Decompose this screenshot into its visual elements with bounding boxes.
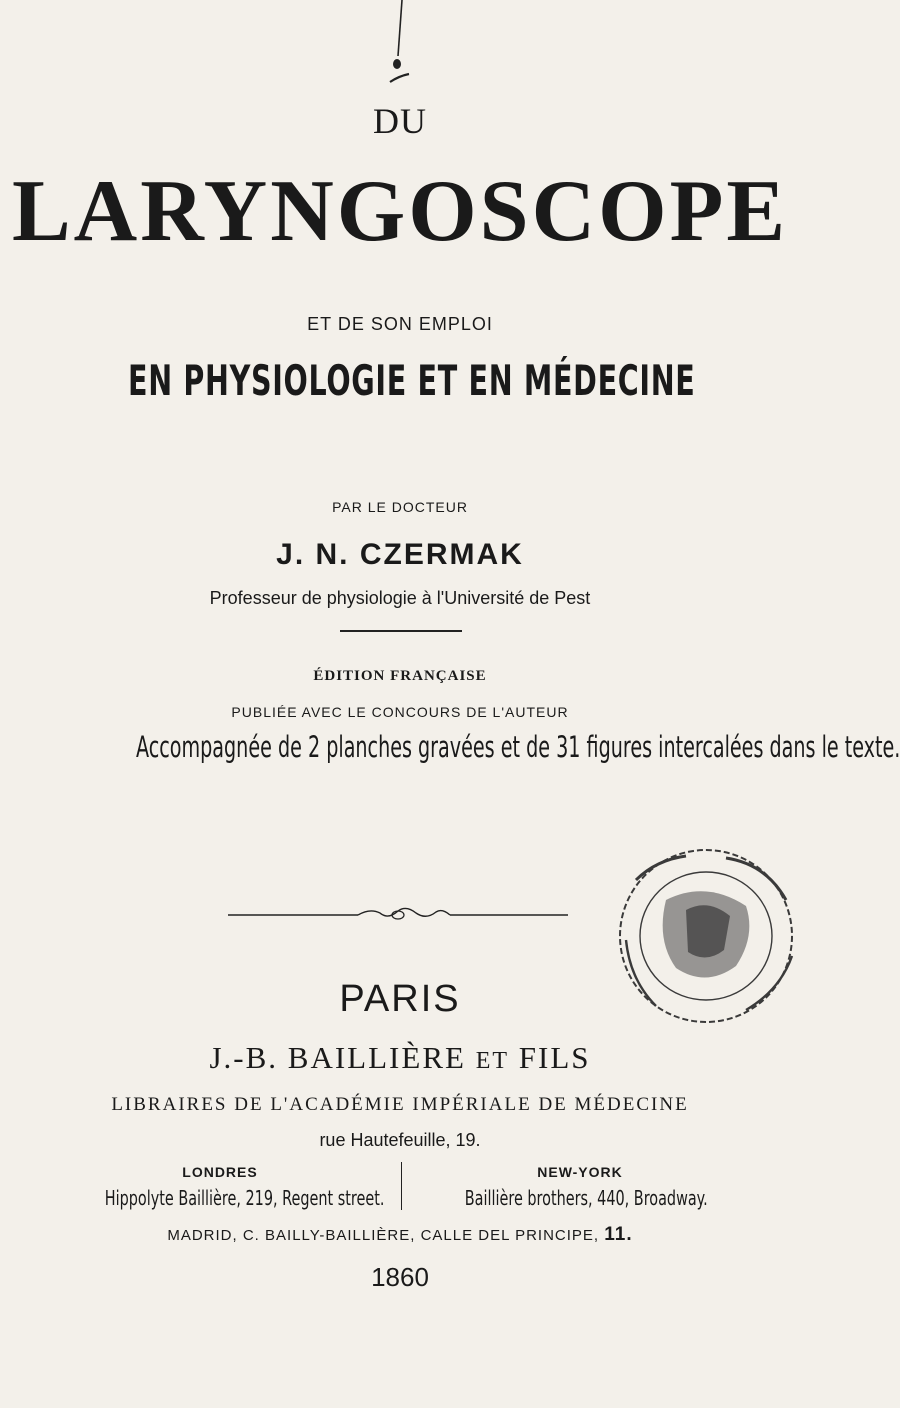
- publisher-fils: FILS: [518, 1040, 591, 1075]
- divider-rule: [340, 630, 462, 632]
- publisher-et: ET: [475, 1048, 510, 1074]
- title-preposition: DU: [373, 101, 427, 141]
- published-with: PUBLIÉE AVEC LE CONCOURS DE L'AUTEUR: [231, 704, 569, 720]
- edition-label: ÉDITION FRANÇAISE: [313, 668, 487, 684]
- field-title: EN PHYSIOLOGIE ET EN MÉDECINE: [128, 356, 696, 405]
- pen-mark-icon: [385, 0, 415, 86]
- publication-year: 1860: [371, 1262, 429, 1292]
- branch-address: Hippolyte Baillière, 219, Regent street.: [104, 1186, 385, 1210]
- branch-madrid: [0, 1224, 800, 1246]
- ornament-rule-icon: [228, 906, 568, 924]
- branch-new-york: [420, 1162, 740, 1212]
- branch-london: [60, 1162, 385, 1212]
- imprint-city: PARIS: [339, 978, 461, 1020]
- main-title: LARYNGOSCOPE: [11, 163, 789, 260]
- publisher-name: [0, 1040, 800, 1076]
- branch-address: Baillière brothers, 440, Broadway.: [464, 1186, 708, 1210]
- publisher-street: rue Hautefeuille, 19.: [319, 1130, 481, 1150]
- by-line: PAR LE DOCTEUR: [332, 499, 468, 515]
- publisher-main: J.-B. BAILLIÈRE: [209, 1040, 466, 1075]
- author-position: Professeur de physiologie à l'Université de Pest: [209, 588, 591, 608]
- branch-separator: [401, 1162, 402, 1210]
- accompanied-note: Accompagnée de 2 planches gravées et de 31 figures intercalées dans le texte.: [136, 730, 900, 764]
- madrid-address: MADRID, C. BAILLY-BAILLIÈRE, CALLE DEL PRINCIPE,: [167, 1227, 600, 1244]
- author-name: J. N. CZERMAK: [276, 538, 524, 571]
- madrid-number: 11.: [604, 1224, 633, 1245]
- branch-city: NEW-YORK: [537, 1164, 623, 1180]
- publisher-role: LIBRAIRES DE L'ACADÉMIE IMPÉRIALE DE MÉDECINE: [111, 1094, 689, 1115]
- branch-city: LONDRES: [182, 1164, 258, 1180]
- subtitle: ET DE SON EMPLOI: [307, 314, 493, 334]
